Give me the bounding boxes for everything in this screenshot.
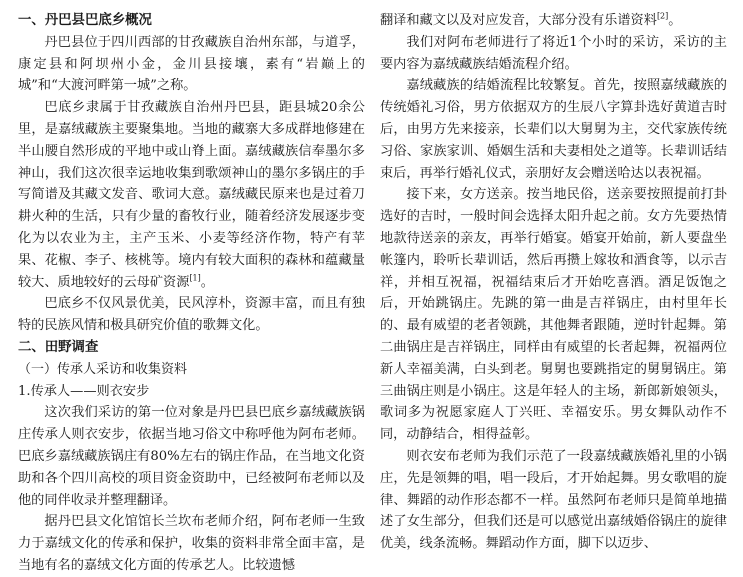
paragraph-end: 。	[668, 13, 682, 28]
paragraph	[18, 97, 365, 293]
paragraph-end: 。	[200, 274, 214, 290]
citation-ref: [1]	[189, 273, 201, 283]
subsection-heading: （一）传承人采访和收集资料	[18, 361, 188, 377]
section-heading-overview: 一、丹巴县巴底乡概况	[18, 13, 152, 28]
paragraph: 我们对阿布老师进行了将近1个小时的采访，采访的主要内容为嘉绒藏族结婚流程介绍。	[380, 34, 727, 72]
paragraph-continued	[380, 10, 727, 32]
paragraph-text: 翻译和藏文以及对应发音，大部分没有乐谱资料	[380, 13, 657, 28]
left-column	[18, 10, 365, 573]
paragraph: 巴底乡不仅风景优美，民风淳朴，资源丰富，而且有独特的民族风情和极具研究价值的歌舞文化。	[18, 296, 365, 334]
section-heading-fieldwork: 二、田野调查	[18, 339, 99, 355]
paragraph: 这次我们采访的第一位对象是丹巴县巴底乡嘉绒藏族锅庄传承人则衣安步，依据当地习俗文中称呼他为阿布老师。巴底乡嘉绒藏族锅庄有80%左右的锅庄作品，在当地文化资助和各个四川高校的项目资金资助中，已经被阿布老师以及他的同伴收录并整理翻译。	[18, 405, 365, 508]
paragraph: 丹巴县位于四川西部的甘孜藏族自治州东部，与道孚，康定县和阿坝州小金，金川县接壤，素有“岩巅上的城”和“大渡河畔第一城”之称。	[18, 34, 365, 94]
two-column-layout	[18, 10, 727, 573]
right-column	[380, 10, 727, 552]
paragraph: 据丹巴县文化馆馆长兰坎布老师介绍，阿布老师一生致力于嘉绒文化的传承和保护，收集的资料非常全面丰富，是当地有名的嘉绒文化方面的传承艺人。比较遗憾	[18, 514, 365, 573]
paragraph: 嘉绒藏族的结婚流程比较繁复。首先，按照嘉绒藏族的传统婚礼习俗，男方依据双方的生辰八字算卦选好黄道吉时后，由男方先来接亲，长辈们以大舅舅为主，交代家族传统习俗、家族家训、婚姻生活和夫妻相处之道等。长辈训话结束后，再举行婚礼仪式，亲朋好友会赠送哈达以表祝福。	[380, 78, 727, 181]
paragraph-text: 巴底乡隶属于甘孜藏族自治州丹巴县，距县城20余公里，是嘉绒藏族主要聚集地。当地的藏寨大多成群地修建在半山腰自然形成的平地中或山脊上面。嘉绒藏族信奉墨尔多神山，我们这次很幸运地收集到歌颂神山的墨尔多锅庄的手写简谱及其藏文发音、歌词大意。嘉绒藏民原来也是过着刀耕火种的生活，只有少量的畜牧行业，随着经济发展逐步变化为以农业为主，主产玉米、小麦等经济作物，特产有苹果、花椒、李子、核桃等。境内有较大面积的森林和蕴藏量较大、质地较好的云母矿资源	[18, 100, 365, 290]
citation-ref: [2]	[656, 11, 669, 21]
paragraph: 则衣安布老师为我们示范了一段嘉绒藏族婚礼里的小锅庄，先是领舞的唱，唱一段后，才开始起舞。男女歌唱的旋律、舞蹈的动作形态都不一样。虽然阿布老师只是简单地描述了女生部分，但我们还是可以感觉出嘉绒婚俗锅庄的旋律优美，线条流畅。舞蹈动作方面，脚下以迈步、	[380, 448, 727, 552]
subsubsection-heading: 1.传承人——则衣安步	[18, 383, 150, 399]
paragraph: 接下来，女方送亲。按当地民俗，送亲要按照提前打卦选好的吉时，一般时间会选择太阳升起之前。女方先要热情地款待送亲的亲友，再举行婚宴。婚宴开始前，新人要盘坐帐篷内，聆听长辈训话，然后再攒上嫁妆和酒食等，以示吉祥，并相互祝福，祝福结束后才开始吃喜酒。酒足饭饱之后，开始跳锅庄。先跳的第一曲是吉祥锅庄，由村里年长的、最有威望的老者领跳，其他舞者跟随，逆时针起舞。第二曲锅庄是吉祥锅庄，同样由有威望的长者起舞，祝福两位新人幸福美满，白头到老。舅舅也要跳指定的舅舅锅庄。第三曲锅庄则是小锅庄。这是年轻人的主场，新郎新娘领头，歌词多为祝愿家庭人丁兴旺、幸福安乐。男女舞队动作不同，动静结合，相得益彰。	[380, 187, 727, 443]
